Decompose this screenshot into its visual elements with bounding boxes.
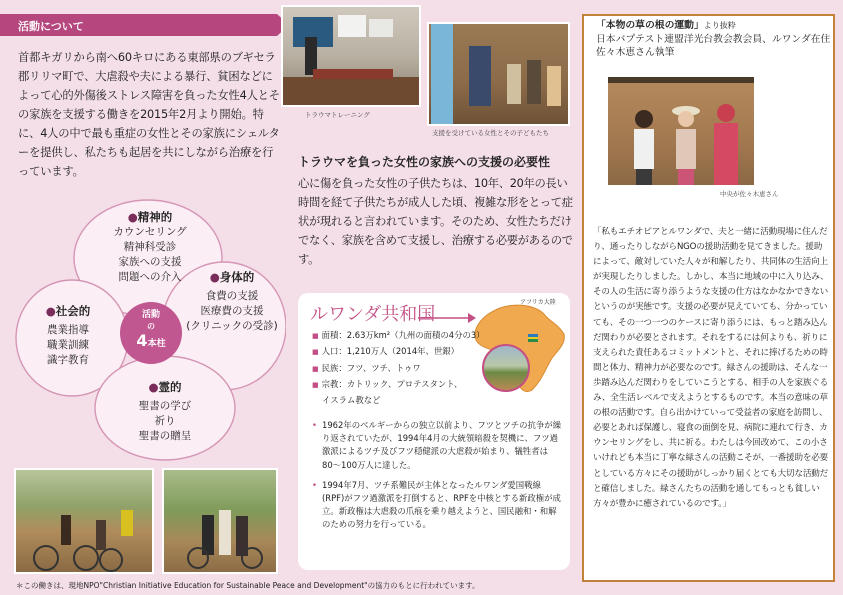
four-pillars-diagram (10, 198, 286, 466)
photo-supported-women (427, 22, 570, 126)
photo-training (281, 5, 421, 107)
map-label: アフリカ大陸 (520, 299, 556, 306)
bicycle-people-icon (16, 470, 154, 574)
quote-header: 「本物の草の根の運動」より抜粋 日本バプテスト連盟洋光台教会教会員、ルワンダ在住 佐々木恵さん執筆 (596, 20, 831, 58)
footnote: ＊この働きは、現地NPO"Christian Initiative Education for Sustainable Peace and Development"の協力のもとに行われています。 (16, 581, 480, 590)
photo-bicycles (14, 468, 154, 574)
pillar-physical: ●身体的 食費の支援 医療費の支援 (クリニックの受診) (186, 270, 278, 332)
intro-text: 首都キガリから南へ60キロにある東部県のブギセラ郡リリマ町で、大虐殺や夫による暴行、貧困などによって心的外傷後ストレス障害を負った女性4人とその家族を支援する働きを2015年2月より開始。特に、4人の中で最も重症の女性とその家族にシェルターを提供し、私たちも起居を共にしながら治療を行っています。 (18, 51, 280, 178)
section-header: 活動について (0, 14, 277, 36)
photo-sasaki (608, 77, 754, 185)
pillars-center-badge: 活動 の 4本柱 (120, 302, 182, 364)
pillar-spiritual: ●精神的 カウンセリング 精神科受診 家族への支援 問題への介入 (113, 210, 187, 283)
caption-sasaki: 中央が佐々木恵さん (720, 190, 779, 198)
caption-supported: 支援を受けている女性とその子どもたち (432, 129, 549, 137)
caption-training: トラウマトレーニング (305, 111, 370, 119)
pillar-faith: ●霊的 聖書の学び 祈り 聖書の贈呈 (138, 380, 192, 442)
women-children-icon (429, 24, 570, 126)
rwanda-facts: ■ 面積：2.63万km²（九州の面積の4分の3） ■ 人口：1,210万人（2014年、世銀） ■ 民族：フツ、ツチ、トゥワ ■ 宗教：カトリック、プロテスタント、 イスラム教など (312, 330, 485, 406)
photo-group (162, 468, 278, 574)
three-women-icon (608, 77, 754, 185)
rwanda-history: • 1962年のベルギーからの独立以前より、フツとツチの抗争が繰り返されていたが、1994年4月の大統領暗殺を契機に、フツ過激派によるツチ及びフツ穏健派の大虐殺が始まり、犠牲者は80〜100万人に達した。 • 1994年7月、ツチ系難民が主体となったルワンダ愛国戦線(RPF)がフツ過激派を打倒すると、RPFを中核とする新政権が成立。新政権は大虐殺の爪痕を乗り越えようと、国民融和・和解のための努力を行っている。 (312, 419, 562, 539)
quote-body: 「私もエチオピアとルワンダで、夫と一緒に活動現場に住んだり、通ったりしながらNGOの援助活動を見てきました。援助によって、敵対していた人々が和解したり、共同体の生活向上が実現したりしました。しかし、本当に地域の中に入り込み、その人の生活に寄り添うような支援の仕方はなかなかできないというのが実態です。支援の必要が見えていても、分かっていても、その一つ一つのケースに寄り添うには、もっと踏み込んだ関わりが必要とされます。それをするには何よりも、祈りに支えられた責任あるコミットメントと、それに捧げるための時間と体力、精神力が必要なのです。緑さんの援助は、そんな一歩踏み込んだ関わりをしていこうとする、相手の人を家族ぐるみ、全生活レベルで支えようとするものです。本当の意味の草の根の活動です。自ら出かけていって受益者の家庭を訪問し、必要とあれば保護し、寝食の面倒を見、病院に連れて行き、カウンセリングをし、共に祈る。わたしは今回改めて、この小さいけれども本当に丁寧な緑さんの活動こそが、一番援助を必要としている方々にその援助がしっかり届くとても大切な活動だと確信しました。緑さんたちの活動を通してもっとも貧しい方々が豊かに癒されているのです。」 (593, 227, 829, 509)
rwanda-title: ルワンダ共和国 (310, 304, 436, 325)
group-people-icon (164, 470, 278, 574)
trauma-title: トラウマを負った女性の家族への支援の必要性 (298, 155, 551, 169)
classroom-icon (283, 7, 421, 107)
trauma-body: 心に傷を負った女性の子供たちは、10年、20年の長い時間を経て子供たちが成人した頃、複雑な形をとって症状が現れると言われています。そのため、女性たちだけでなく、家族を含めて支援し、治療する必要があるのです。 (298, 177, 573, 266)
pillar-social: ●社会的 農業指導 職業訓練 識字教育 (45, 304, 91, 366)
